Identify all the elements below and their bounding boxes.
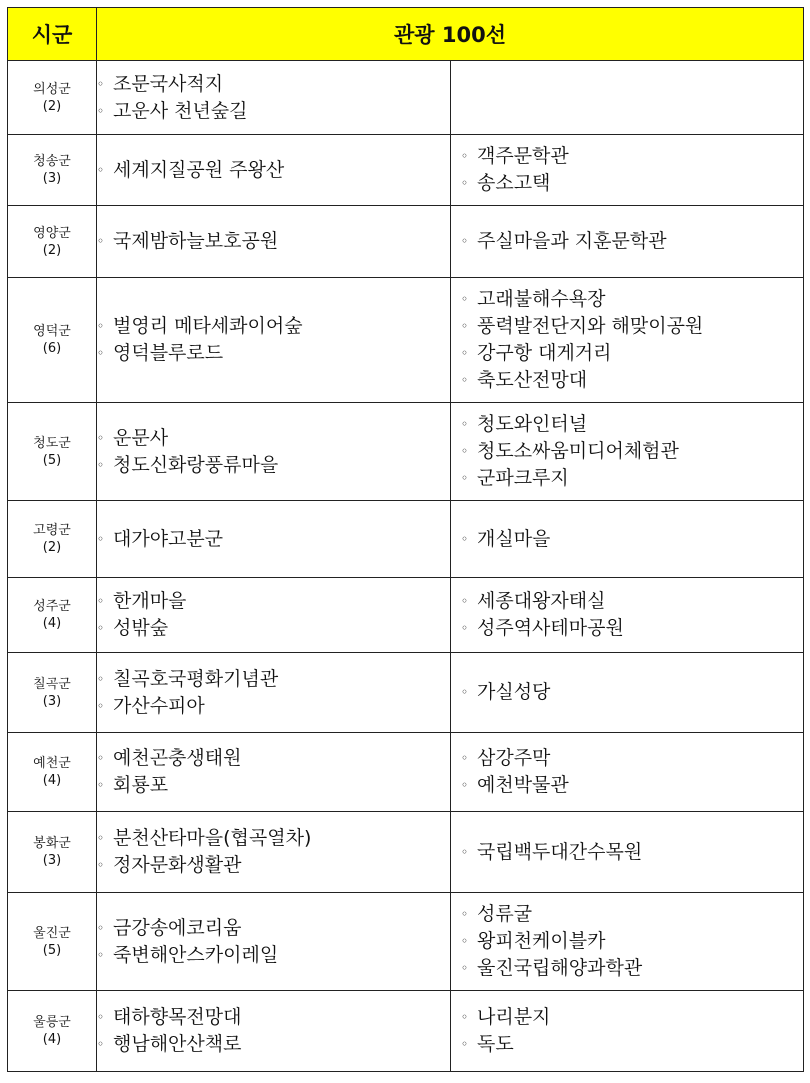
sites-left-cell <box>97 653 451 733</box>
site-name: 정자문화생활관 <box>113 854 242 876</box>
site-item <box>97 1031 450 1058</box>
county-cell <box>8 733 97 812</box>
bullet-icon: ◦ <box>461 471 469 485</box>
bullet-icon: ◦ <box>461 149 469 163</box>
site-item <box>97 452 450 479</box>
site-item <box>461 526 803 553</box>
site-item <box>97 915 450 942</box>
bullet-icon: ◦ <box>461 417 469 431</box>
county-cell <box>8 812 97 893</box>
bullet-icon: ◦ <box>97 751 105 765</box>
county-name: 봉화군 <box>33 836 71 851</box>
table-body <box>8 61 804 1072</box>
bullet-icon: ◦ <box>461 1037 469 1051</box>
site-name: 벌영리 메타세콰이어숲 <box>113 315 303 337</box>
site-name: 국제밤하늘보호공원 <box>113 230 279 252</box>
county-count: (4) <box>42 616 62 631</box>
site-item <box>461 411 803 438</box>
bullet-icon: ◦ <box>97 1037 105 1051</box>
site-name: 가실성당 <box>477 681 551 703</box>
site-name: 군파크루지 <box>477 467 569 489</box>
site-name: 청도신화랑풍류마을 <box>113 453 279 476</box>
site-item <box>461 615 803 642</box>
site-item <box>97 772 450 799</box>
bullet-icon: ◦ <box>461 751 469 765</box>
site-item <box>461 839 803 866</box>
county-count: (2) <box>42 540 62 555</box>
site-item <box>97 340 450 367</box>
sites-right-cell <box>451 812 804 893</box>
site-item <box>461 228 803 255</box>
site-name: 죽변해안스카이레일 <box>113 943 279 966</box>
site-name: 한개마을 <box>113 590 187 612</box>
site-name: 고운사 천년숲길 <box>113 99 248 122</box>
site-name: 송소고택 <box>477 172 551 194</box>
sites-right-cell <box>451 578 804 653</box>
county-count: (2) <box>42 242 62 258</box>
county-name: 청도군 <box>33 435 71 451</box>
sites-left-cell <box>97 733 451 812</box>
table-row <box>8 501 804 578</box>
site-item <box>461 588 803 615</box>
table-row <box>8 61 804 135</box>
county-name: 예천군 <box>33 756 71 771</box>
site-name: 청도소싸움미디어체험관 <box>477 440 679 462</box>
site-name: 국립백두대간수목원 <box>477 840 643 863</box>
site-item <box>97 615 450 642</box>
sites-left-cell <box>97 278 451 403</box>
bullet-icon: ◦ <box>461 234 469 248</box>
bullet-icon: ◦ <box>97 698 105 713</box>
site-item <box>461 313 803 340</box>
bullet-icon: ◦ <box>461 292 469 306</box>
bullet-icon: ◦ <box>461 621 469 635</box>
site-item <box>461 340 803 367</box>
bullet-icon: ◦ <box>97 1010 105 1024</box>
site-item <box>97 71 450 98</box>
sites-right-cell <box>451 135 804 206</box>
bullet-icon: ◦ <box>461 346 469 360</box>
site-name: 세종대왕자태실 <box>477 590 606 612</box>
site-name: 운문사 <box>113 426 169 449</box>
bullet-icon: ◦ <box>97 947 105 962</box>
site-name: 성밖숲 <box>113 617 169 639</box>
site-name: 칠곡호국평화기념관 <box>113 667 279 690</box>
table-row <box>8 893 804 991</box>
sites-right-cell <box>451 206 804 278</box>
county-cell <box>8 278 97 403</box>
county-name: 의성군 <box>33 81 71 97</box>
bullet-icon: ◦ <box>97 778 105 792</box>
header-row <box>8 8 804 61</box>
site-item <box>461 286 803 313</box>
site-item <box>461 170 803 197</box>
county-name: 영덕군 <box>33 324 71 339</box>
sites-right-cell <box>451 278 804 403</box>
bullet-icon: ◦ <box>97 920 105 935</box>
table-row <box>8 653 804 733</box>
site-name: 청도와인터널 <box>477 413 588 435</box>
bullet-icon: ◦ <box>97 858 105 872</box>
site-name: 행남해안산책로 <box>113 1033 242 1055</box>
header-sites: 관광 100선 <box>97 8 804 61</box>
bullet-icon: ◦ <box>97 234 105 248</box>
bullet-icon: ◦ <box>97 103 105 118</box>
bullet-icon: ◦ <box>461 319 469 333</box>
sites-right-cell <box>451 991 804 1072</box>
site-item <box>97 852 450 879</box>
site-name: 영덕블루로드 <box>113 342 224 364</box>
bullet-icon: ◦ <box>97 430 105 445</box>
bullet-icon: ◦ <box>461 373 469 387</box>
site-item <box>97 693 450 720</box>
county-count: (4) <box>42 1032 62 1047</box>
site-name: 대가야고분군 <box>113 527 224 550</box>
county-count: (3) <box>42 171 62 186</box>
site-item <box>97 588 450 615</box>
bullet-icon: ◦ <box>97 346 105 360</box>
table-row <box>8 206 804 278</box>
site-item <box>461 465 803 492</box>
county-count: (4) <box>42 773 62 788</box>
county-cell <box>8 135 97 206</box>
bullet-icon: ◦ <box>97 162 105 177</box>
county-cell <box>8 578 97 653</box>
sites-right-cell <box>451 501 804 578</box>
county-cell <box>8 403 97 501</box>
sites-left-cell <box>97 991 451 1072</box>
bullet-icon: ◦ <box>461 1010 469 1024</box>
site-item <box>97 526 450 553</box>
bullet-icon: ◦ <box>461 531 469 546</box>
county-name: 영양군 <box>33 225 71 241</box>
county-count: (3) <box>42 693 62 709</box>
site-item <box>97 157 450 184</box>
header-county: 시군 <box>8 8 97 61</box>
site-name: 분천산타마을(협곡열차) <box>113 827 312 849</box>
county-count: (6) <box>42 341 62 356</box>
site-name: 삼강주막 <box>477 747 551 769</box>
bullet-icon: ◦ <box>97 831 105 845</box>
site-item <box>461 772 803 799</box>
county-name: 울진군 <box>33 925 71 941</box>
county-count: (3) <box>42 853 62 868</box>
sites-left-cell <box>97 61 451 135</box>
bullet-icon: ◦ <box>97 319 105 333</box>
bullet-icon: ◦ <box>461 961 469 975</box>
site-name: 풍력발전단지와 해맞이공원 <box>477 315 704 337</box>
county-count: (5) <box>42 452 62 468</box>
site-name: 울진국립해양과학관 <box>477 957 643 979</box>
site-item <box>97 313 450 340</box>
site-item <box>461 1004 803 1031</box>
site-name: 왕피천케이블카 <box>477 930 606 952</box>
site-item <box>97 666 450 693</box>
sites-left-cell <box>97 206 451 278</box>
table-row <box>8 991 804 1072</box>
county-name: 칠곡군 <box>33 676 71 692</box>
county-cell <box>8 991 97 1072</box>
bullet-icon: ◦ <box>97 76 105 91</box>
table-row <box>8 812 804 893</box>
site-item <box>97 425 450 452</box>
site-item <box>97 745 450 772</box>
site-item <box>461 143 803 170</box>
sites-left-cell <box>97 578 451 653</box>
table-row <box>8 403 804 501</box>
site-item <box>461 928 803 955</box>
site-name: 독도 <box>477 1033 514 1055</box>
site-item <box>461 438 803 465</box>
bullet-icon: ◦ <box>461 685 469 699</box>
table-row <box>8 135 804 206</box>
site-name: 강구항 대게거리 <box>477 342 612 364</box>
county-name: 청송군 <box>33 154 71 169</box>
site-item <box>461 745 803 772</box>
site-name: 성주역사테마공원 <box>477 617 624 639</box>
county-name: 울릉군 <box>33 1015 71 1030</box>
sites-right-cell <box>451 61 804 135</box>
site-name: 고래불해수욕장 <box>477 288 606 310</box>
site-item <box>97 1004 450 1031</box>
bullet-icon: ◦ <box>97 531 105 546</box>
county-name: 고령군 <box>33 523 71 538</box>
site-name: 객주문학관 <box>477 145 569 167</box>
bullet-icon: ◦ <box>97 671 105 686</box>
county-cell <box>8 501 97 578</box>
sites-right-cell <box>451 403 804 501</box>
site-item <box>461 679 803 706</box>
site-name: 축도산전망대 <box>477 369 588 391</box>
sites-right-cell <box>451 653 804 733</box>
bullet-icon: ◦ <box>461 594 469 608</box>
county-cell <box>8 206 97 278</box>
site-name: 주실마을과 지훈문학관 <box>477 230 667 252</box>
site-name: 예천박물관 <box>477 774 569 796</box>
site-name: 예천곤충생태원 <box>113 747 242 769</box>
table-row <box>8 578 804 653</box>
bullet-icon: ◦ <box>461 778 469 792</box>
bullet-icon: ◦ <box>97 621 105 635</box>
site-name: 금강송에코리움 <box>113 916 242 939</box>
table-row <box>8 278 804 403</box>
county-cell <box>8 61 97 135</box>
sites-left-cell <box>97 135 451 206</box>
site-name: 성류굴 <box>477 903 533 925</box>
county-cell <box>8 653 97 733</box>
site-name: 회룡포 <box>113 774 169 796</box>
bullet-icon: ◦ <box>461 176 469 190</box>
sites-right-cell <box>451 893 804 991</box>
county-count: (2) <box>42 98 62 114</box>
bullet-icon: ◦ <box>461 934 469 948</box>
sites-left-cell <box>97 893 451 991</box>
table-row <box>8 733 804 812</box>
site-item <box>461 1031 803 1058</box>
site-item <box>461 901 803 928</box>
bullet-icon: ◦ <box>461 444 469 458</box>
bullet-icon: ◦ <box>97 594 105 608</box>
county-cell <box>8 893 97 991</box>
county-name: 성주군 <box>33 599 71 614</box>
tourism-table <box>7 7 804 1072</box>
sites-left-cell <box>97 501 451 578</box>
site-item <box>97 98 450 125</box>
site-name: 가산수피아 <box>113 694 205 717</box>
site-name: 나리분지 <box>477 1006 551 1028</box>
site-item <box>461 367 803 394</box>
bullet-icon: ◦ <box>461 907 469 921</box>
bullet-icon: ◦ <box>97 457 105 472</box>
site-name: 조문국사적지 <box>113 72 224 95</box>
sites-right-cell <box>451 733 804 812</box>
sites-left-cell <box>97 812 451 893</box>
county-count: (5) <box>42 942 62 958</box>
site-name: 세계지질공원 주왕산 <box>113 158 285 181</box>
site-item <box>461 955 803 982</box>
sites-left-cell <box>97 403 451 501</box>
site-item <box>97 825 450 852</box>
site-name: 태하향목전망대 <box>113 1006 242 1028</box>
site-item <box>97 228 450 255</box>
site-item <box>97 942 450 969</box>
bullet-icon: ◦ <box>461 844 469 859</box>
site-name: 개실마을 <box>477 527 551 550</box>
